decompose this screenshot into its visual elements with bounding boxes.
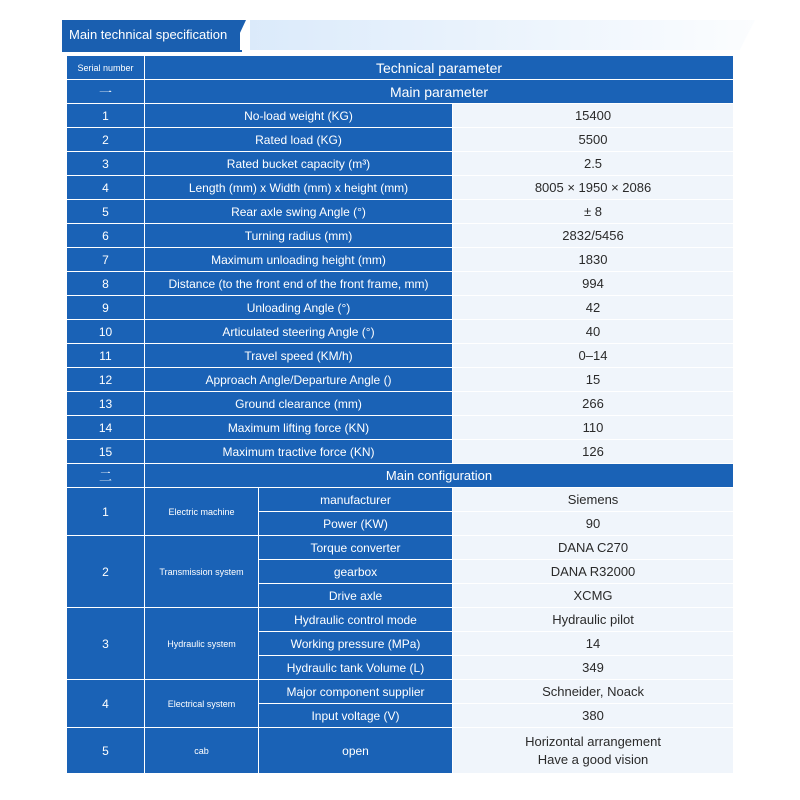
header-row <box>67 56 734 80</box>
config-serial: 3 <box>67 608 145 680</box>
param-value: 266 <box>453 392 734 416</box>
config-item-label: Working pressure (MPa) <box>259 632 453 656</box>
param-label: Unloading Angle (°) <box>145 296 453 320</box>
config-item-label: open <box>259 728 453 774</box>
param-row <box>67 368 734 392</box>
section-title: Main configuration <box>145 464 734 488</box>
param-label: Length (mm) x Width (mm) x height (mm) <box>145 176 453 200</box>
spec-table <box>66 55 734 774</box>
config-system: Electrical system <box>145 680 259 728</box>
param-label: Maximum unloading height (mm) <box>145 248 453 272</box>
param-serial: 15 <box>67 440 145 464</box>
config-row <box>67 728 734 774</box>
param-label: Maximum lifting force (KN) <box>145 416 453 440</box>
section-serial: 一 <box>67 80 145 104</box>
config-serial: 1 <box>67 488 145 536</box>
config-item-value: 380 <box>453 704 734 728</box>
param-value: 42 <box>453 296 734 320</box>
param-serial: 3 <box>67 152 145 176</box>
config-serial: 5 <box>67 728 145 774</box>
param-label: Turning radius (mm) <box>145 224 453 248</box>
param-row <box>67 440 734 464</box>
param-row <box>67 344 734 368</box>
param-serial: 12 <box>67 368 145 392</box>
config-item-value: XCMG <box>453 584 734 608</box>
config-item-label: Power (KW) <box>259 512 453 536</box>
param-serial: 4 <box>67 176 145 200</box>
param-row <box>67 416 734 440</box>
header-technical: Technical parameter <box>145 56 734 80</box>
param-value: ± 8 <box>453 200 734 224</box>
config-item-label: Hydraulic control mode <box>259 608 453 632</box>
param-label: No-load weight (KG) <box>145 104 453 128</box>
section-row <box>67 80 734 104</box>
config-item-label: gearbox <box>259 560 453 584</box>
config-item-value: 349 <box>453 656 734 680</box>
param-serial: 11 <box>67 344 145 368</box>
param-value: 8005 × 1950 × 2086 <box>453 176 734 200</box>
param-value: 15 <box>453 368 734 392</box>
config-item-value: 14 <box>453 632 734 656</box>
param-value: 2832/5456 <box>453 224 734 248</box>
config-item-value-line: Horizontal arrangement <box>525 733 661 749</box>
param-label: Approach Angle/Departure Angle () <box>145 368 453 392</box>
param-serial: 2 <box>67 128 145 152</box>
param-value: 15400 <box>453 104 734 128</box>
param-row <box>67 272 734 296</box>
param-row <box>67 176 734 200</box>
config-item-value-line: Have a good vision <box>537 751 649 767</box>
config-item-label: Major component supplier <box>259 680 453 704</box>
config-item-value: Siemens <box>453 488 734 512</box>
param-serial: 5 <box>67 200 145 224</box>
param-value: 1830 <box>453 248 734 272</box>
param-row <box>67 224 734 248</box>
config-serial: 2 <box>67 536 145 608</box>
title-banner <box>62 20 762 50</box>
param-value: 40 <box>453 320 734 344</box>
config-item-label: Drive axle <box>259 584 453 608</box>
config-item-value <box>453 728 734 774</box>
config-row <box>67 680 734 704</box>
param-value: 5500 <box>453 128 734 152</box>
config-item-label: manufacturer <box>259 488 453 512</box>
param-serial: 10 <box>67 320 145 344</box>
param-value: 2.5 <box>453 152 734 176</box>
config-row <box>67 608 734 632</box>
param-value: 994 <box>453 272 734 296</box>
config-system: Electric machine <box>145 488 259 536</box>
param-row <box>67 392 734 416</box>
param-label: Rated load (KG) <box>145 128 453 152</box>
param-serial: 1 <box>67 104 145 128</box>
param-row <box>67 152 734 176</box>
spec-table-body <box>67 56 734 774</box>
title-fade <box>250 20 755 50</box>
param-row <box>67 296 734 320</box>
config-item-label: Torque converter <box>259 536 453 560</box>
param-label: Ground clearance (mm) <box>145 392 453 416</box>
config-item-value: DANA R32000 <box>453 560 734 584</box>
config-item-value: Hydraulic pilot <box>453 608 734 632</box>
section-serial: 二 <box>67 464 145 488</box>
param-serial: 14 <box>67 416 145 440</box>
param-row <box>67 128 734 152</box>
param-row <box>67 248 734 272</box>
param-label: Distance (to the front end of the front frame, mm) <box>145 272 453 296</box>
param-value: 126 <box>453 440 734 464</box>
section-row <box>67 464 734 488</box>
param-label: Articulated steering Angle (°) <box>145 320 453 344</box>
config-system: Transmission system <box>145 536 259 608</box>
config-system: Hydraulic system <box>145 608 259 680</box>
param-serial: 7 <box>67 248 145 272</box>
param-label: Rear axle swing Angle (°) <box>145 200 453 224</box>
param-row <box>67 320 734 344</box>
config-item-value: Schneider, Noack <box>453 680 734 704</box>
config-item-value: DANA C270 <box>453 536 734 560</box>
config-row <box>67 488 734 512</box>
config-item-label: Input voltage (V) <box>259 704 453 728</box>
config-serial: 4 <box>67 680 145 728</box>
param-row <box>67 104 734 128</box>
title-underline <box>62 50 242 52</box>
config-row <box>67 536 734 560</box>
config-item-value: 90 <box>453 512 734 536</box>
header-serial: Serial number <box>67 56 145 80</box>
param-row <box>67 200 734 224</box>
page-title: Main technical specification <box>62 20 240 50</box>
section-title: Main parameter <box>145 80 734 104</box>
param-serial: 13 <box>67 392 145 416</box>
param-serial: 8 <box>67 272 145 296</box>
param-value: 110 <box>453 416 734 440</box>
param-label: Maximum tractive force (KN) <box>145 440 453 464</box>
config-system: cab <box>145 728 259 774</box>
param-label: Rated bucket capacity (m³) <box>145 152 453 176</box>
param-serial: 6 <box>67 224 145 248</box>
param-value: 0–14 <box>453 344 734 368</box>
config-item-label: Hydraulic tank Volume (L) <box>259 656 453 680</box>
param-serial: 9 <box>67 296 145 320</box>
param-label: Travel speed (KM/h) <box>145 344 453 368</box>
